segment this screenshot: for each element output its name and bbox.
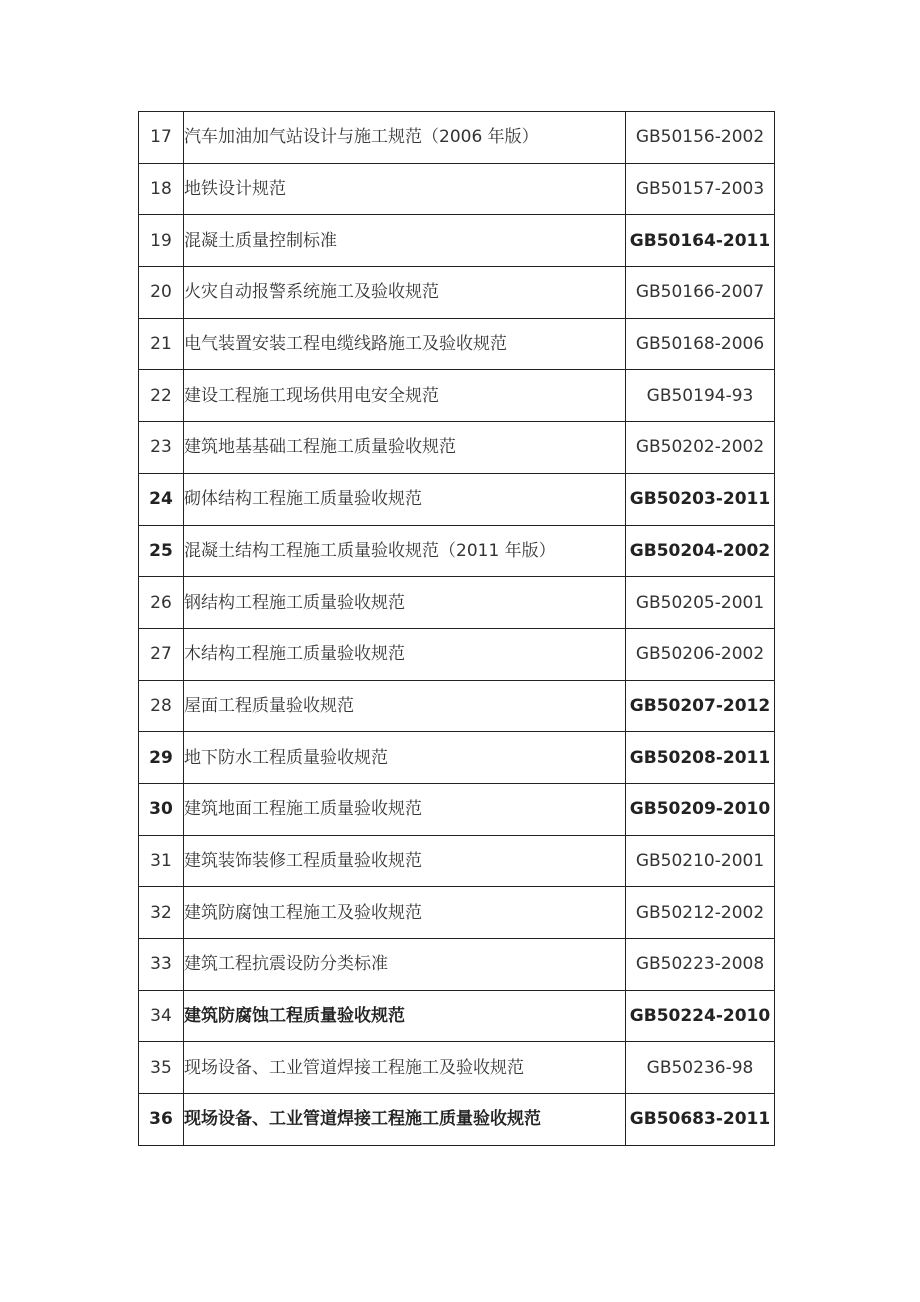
standard-name: 现场设备、工业管道焊接工程施工质量验收规范 [184, 1094, 626, 1146]
table-row [139, 835, 775, 887]
standard-code: GB50204-2002 [626, 525, 775, 577]
standard-code: GB50208-2011 [626, 732, 775, 784]
standard-name: 建筑防腐蚀工程质量验收规范 [184, 990, 626, 1042]
standard-name: 砌体结构工程施工质量验收规范 [184, 473, 626, 525]
table-row [139, 318, 775, 370]
table-row [139, 628, 775, 680]
table-row [139, 783, 775, 835]
standard-code: GB50207-2012 [626, 680, 775, 732]
row-number: 24 [139, 473, 184, 525]
row-number: 19 [139, 215, 184, 267]
standard-name: 地下防水工程质量验收规范 [184, 732, 626, 784]
row-number: 22 [139, 370, 184, 422]
table-row [139, 990, 775, 1042]
table-row [139, 422, 775, 474]
row-number: 29 [139, 732, 184, 784]
standard-code: GB50166-2007 [626, 267, 775, 319]
table-row [139, 267, 775, 319]
standard-code: GB50164-2011 [626, 215, 775, 267]
row-number: 17 [139, 112, 184, 164]
standard-name: 建筑防腐蚀工程施工及验收规范 [184, 887, 626, 939]
table-row [139, 887, 775, 939]
table-row [139, 732, 775, 784]
standard-name: 混凝土质量控制标准 [184, 215, 626, 267]
table-row [139, 577, 775, 629]
standards-table [138, 111, 775, 1146]
table-row [139, 1042, 775, 1094]
row-number: 28 [139, 680, 184, 732]
standard-name: 建筑装饰装修工程质量验收规范 [184, 835, 626, 887]
standard-code: GB50236-98 [626, 1042, 775, 1094]
row-number: 35 [139, 1042, 184, 1094]
row-number: 25 [139, 525, 184, 577]
standard-code: GB50683-2011 [626, 1094, 775, 1146]
row-number: 31 [139, 835, 184, 887]
standard-name: 电气装置安装工程电缆线路施工及验收规范 [184, 318, 626, 370]
table-row [139, 939, 775, 991]
table-row [139, 163, 775, 215]
standard-name: 建筑地面工程施工质量验收规范 [184, 783, 626, 835]
standards-table-body [139, 112, 775, 1146]
standard-name: 屋面工程质量验收规范 [184, 680, 626, 732]
row-number: 18 [139, 163, 184, 215]
row-number: 23 [139, 422, 184, 474]
standard-name: 混凝土结构工程施工质量验收规范（2011 年版） [184, 525, 626, 577]
standard-code: GB50209-2010 [626, 783, 775, 835]
table-row [139, 680, 775, 732]
table-row [139, 473, 775, 525]
standard-name: 地铁设计规范 [184, 163, 626, 215]
table-row [139, 1094, 775, 1146]
row-number: 32 [139, 887, 184, 939]
row-number: 36 [139, 1094, 184, 1146]
table-row [139, 370, 775, 422]
standard-name: 建设工程施工现场供用电安全规范 [184, 370, 626, 422]
standard-code: GB50168-2006 [626, 318, 775, 370]
standard-name: 火灾自动报警系统施工及验收规范 [184, 267, 626, 319]
row-number: 21 [139, 318, 184, 370]
standard-code: GB50223-2008 [626, 939, 775, 991]
standard-code: GB50224-2010 [626, 990, 775, 1042]
standard-code: GB50205-2001 [626, 577, 775, 629]
row-number: 26 [139, 577, 184, 629]
standard-code: GB50210-2001 [626, 835, 775, 887]
row-number: 27 [139, 628, 184, 680]
table-row [139, 112, 775, 164]
table-row [139, 215, 775, 267]
standard-code: GB50212-2002 [626, 887, 775, 939]
row-number: 30 [139, 783, 184, 835]
standard-name: 汽车加油加气站设计与施工规范（2006 年版） [184, 112, 626, 164]
standard-name: 现场设备、工业管道焊接工程施工及验收规范 [184, 1042, 626, 1094]
standard-name: 钢结构工程施工质量验收规范 [184, 577, 626, 629]
standard-code: GB50156-2002 [626, 112, 775, 164]
row-number: 34 [139, 990, 184, 1042]
standard-code: GB50203-2011 [626, 473, 775, 525]
standard-name: 建筑地基基础工程施工质量验收规范 [184, 422, 626, 474]
row-number: 20 [139, 267, 184, 319]
row-number: 33 [139, 939, 184, 991]
standard-code: GB50206-2002 [626, 628, 775, 680]
standard-name: 木结构工程施工质量验收规范 [184, 628, 626, 680]
standard-code: GB50157-2003 [626, 163, 775, 215]
table-row [139, 525, 775, 577]
standard-code: GB50194-93 [626, 370, 775, 422]
standard-name: 建筑工程抗震设防分类标准 [184, 939, 626, 991]
standard-code: GB50202-2002 [626, 422, 775, 474]
